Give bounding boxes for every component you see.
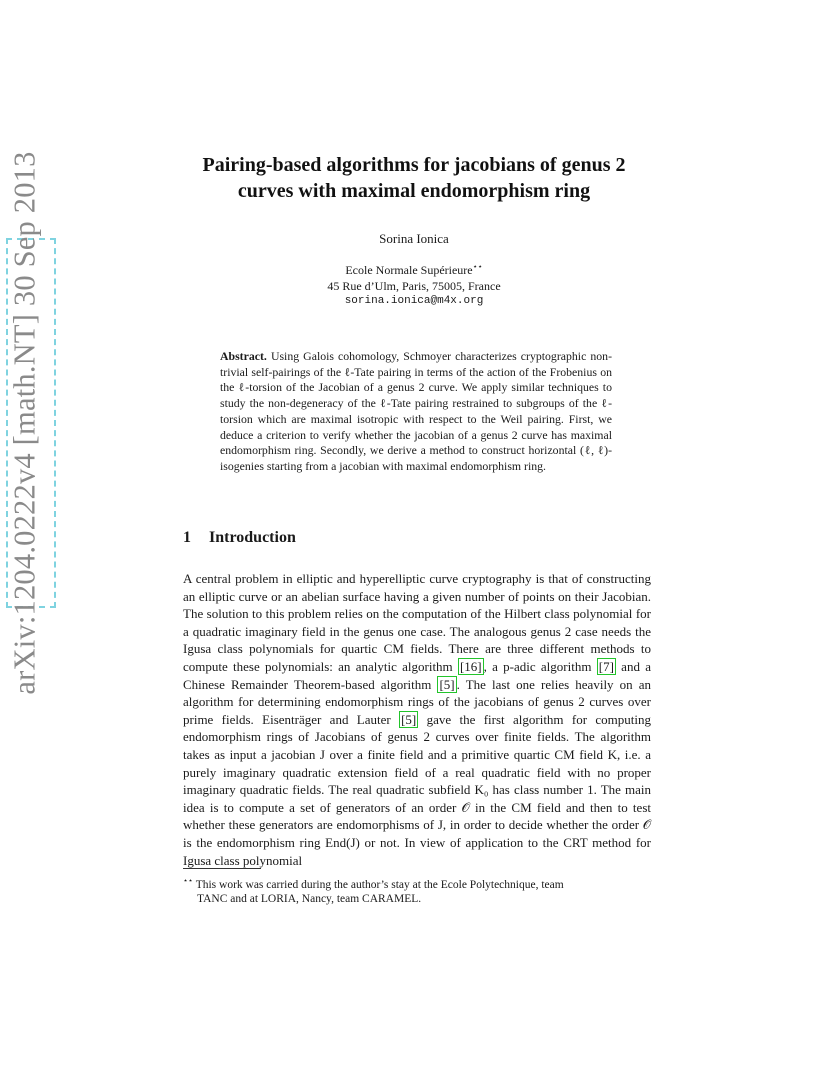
footnote-rule bbox=[183, 868, 261, 869]
affiliation-name: Ecole Normale Supérieure⋆⋆ bbox=[345, 262, 483, 277]
citation-link[interactable]: [7] bbox=[598, 658, 614, 674]
footnote-line-2: TANC and at LORIA, Nancy, team CARAMEL. bbox=[197, 893, 422, 906]
citation-link[interactable]: [5] bbox=[439, 676, 455, 692]
author-name: Sorina Ionica bbox=[379, 231, 449, 246]
citation-link[interactable]: [16] bbox=[459, 658, 482, 674]
title-line-1: Pairing-based algorithms for jacobians of genus 2 bbox=[202, 154, 626, 176]
introduction-paragraph bbox=[183, 570, 651, 869]
abstract bbox=[220, 349, 612, 475]
affiliation-footnote-mark[interactable]: ⋆⋆ bbox=[472, 262, 483, 271]
intro-text: A central problem in elliptic and hyperelliptic curve cryptography is that of constructing an elliptic curve or an abelian surface having a given number of points on their Jacobian. The solution to this problem relies on the computation of the Hilbert class polynomial for a quadratic imaginary field in the genus one case. The analogous genus 2 case needs the Igusa class polynomials for quartic CM fields. There are three different methods to compute these polynomials: an analytic algorithm [16] , a p-adic algorithm [7] and a Chinese Remainder Theorem-based algorithm [5] . The last one relies heavily on an algorithm for determining endomorphism rings of the jacobians of genus 2 curves over prime fields. Eisenträger and Lauter [5] gave the first algorithm for computing endomorphism rings of Jacobians of genus 2 curves over finite fields. The algorithm takes as input a jacobian J over a finite field and a primitive quartic CM field K, i.e. a purely imaginary quadratic extension field of a real quadratic field with no proper imaginary quadratic fields. The real quadratic subfield K₀ has class number 1. The main idea is to compute a set of generators of an order 𝒪 in the CM field and then to test whether these generators are endomorphisms of J, in order to decide whether the order 𝒪 is the endomorphism ring End(J) or not. In view of application to the CRT method for Igusa class polynomial bbox=[183, 571, 652, 868]
abstract-text: Using Galois cohomology, Schmoyer characterizes cryptographic non-trivial self-pairings of the ℓ-Tate pairing in terms of the action of the Frobenius on the ℓ-torsion of the Jacobian of a genus 2 curve. We apply similar techniques to study the non-degeneracy of the ℓ-Tate pairing restrained to subgroups of the ℓ-torsion which are maximal isotropic with respect to the Weil pairing. First, we deduce a criterion to verify whether the jacobian of a genus 2 curve has maximal endomorphism ring. Secondly, we derive a method to construct horizontal (ℓ, ℓ)-isogenies starting from a jacobian with maximal endomorphism ring. bbox=[220, 349, 612, 473]
footnote bbox=[183, 874, 651, 907]
title-line-2: curves with maximal endomorphism ring bbox=[237, 180, 591, 202]
footnote-line-1: ⋆⋆ This work was carried during the author’s stay at the Ecole Polytechnique, team bbox=[183, 876, 564, 891]
author-email[interactable]: sorina.ionica@m4x.org bbox=[344, 295, 484, 307]
section-number: 1 bbox=[183, 529, 191, 546]
citation-link[interactable]: [5] bbox=[401, 711, 417, 727]
paper-title bbox=[0, 152, 828, 204]
abstract-label: Abstract. bbox=[220, 349, 267, 363]
section-heading bbox=[183, 529, 296, 547]
footnote-mark: ⋆⋆ bbox=[183, 876, 194, 885]
arxiv-identifier[interactable]: arXiv:1204.0222v4 [math.NT] 30 Sep 2013 bbox=[7, 151, 42, 695]
affiliation-block bbox=[0, 259, 828, 310]
section-title: Introduction bbox=[209, 529, 296, 546]
affiliation-address: 45 Rue d’Ulm, Paris, 75005, France bbox=[327, 278, 501, 293]
